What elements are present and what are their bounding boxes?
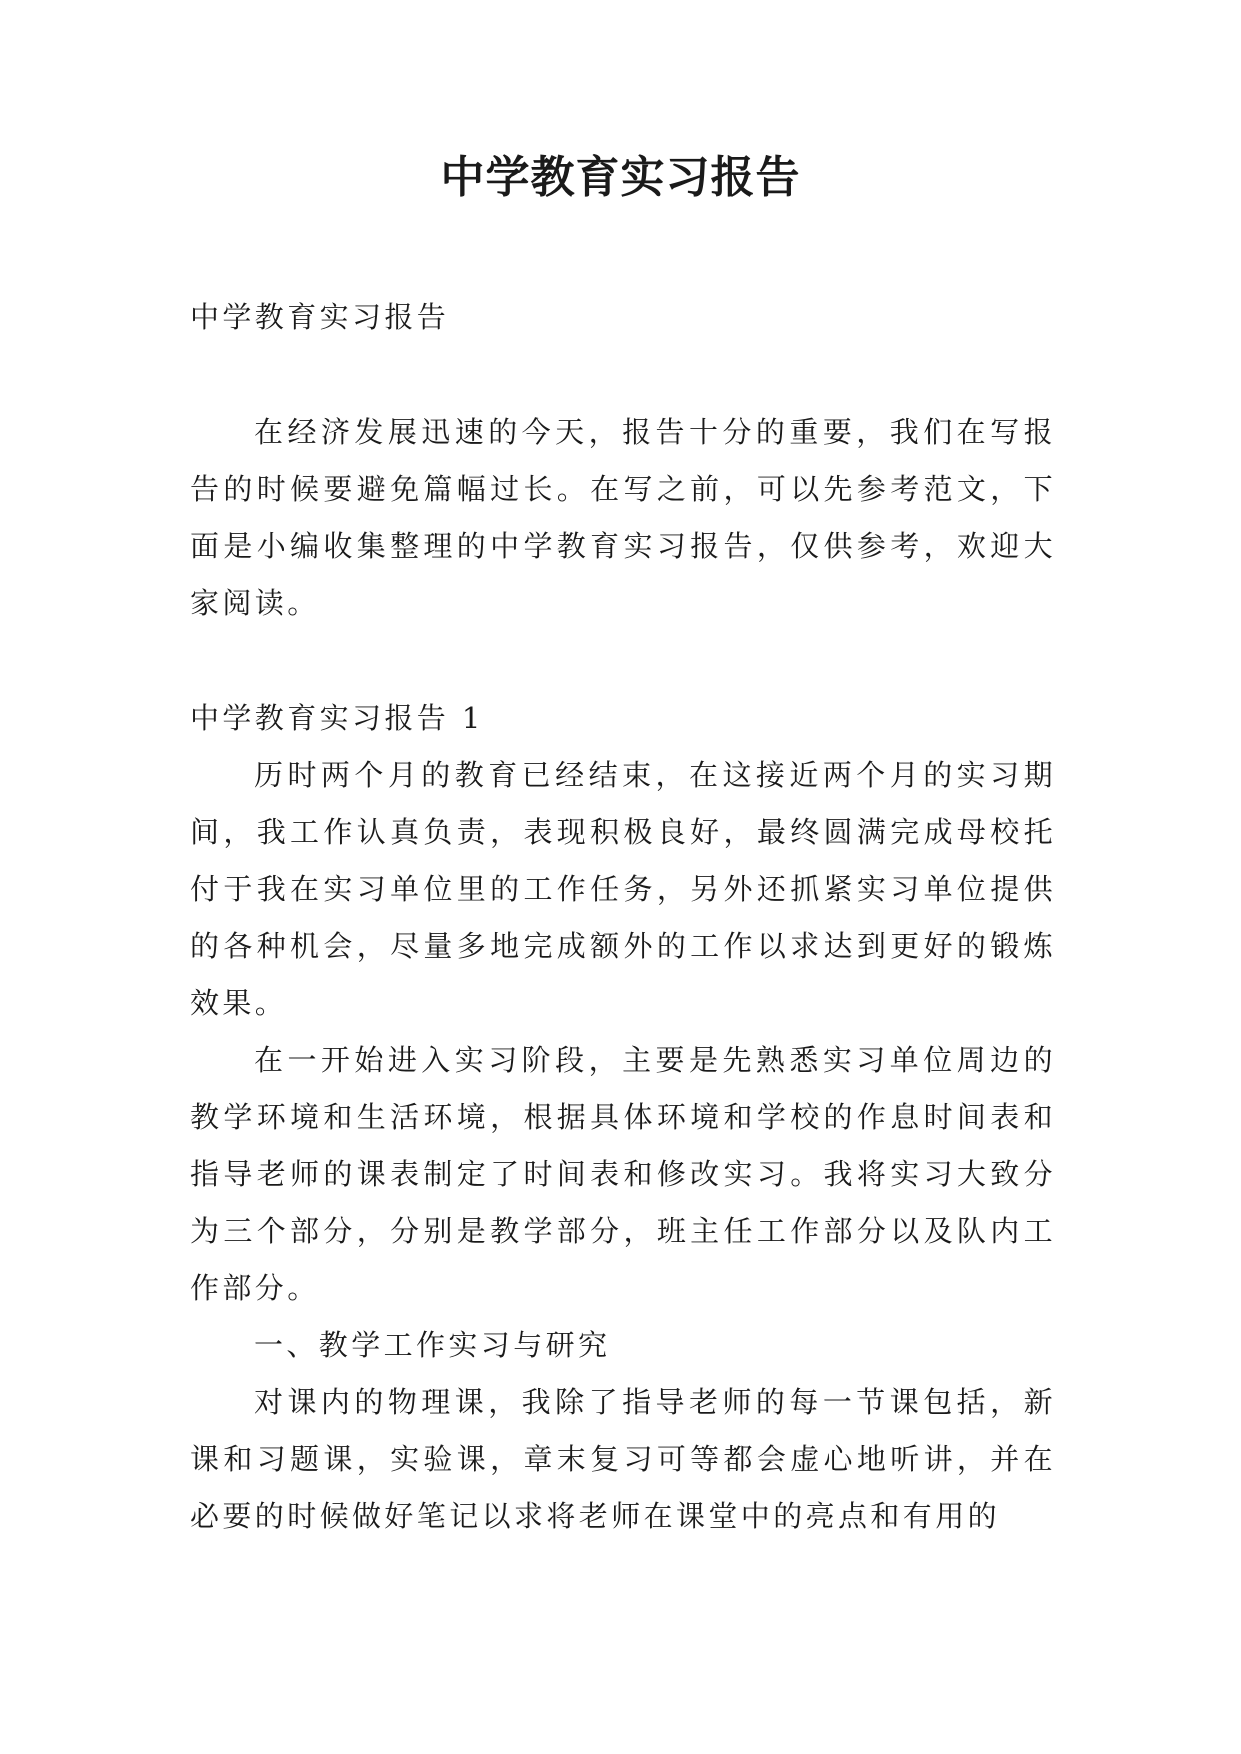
document-title: 中学教育实习报告 [440, 152, 801, 203]
spacer [190, 346, 1056, 404]
document-body [190, 289, 1056, 1545]
intro-paragraph: 在经济发展迅速的今天，报告十分的重要，我们在写报告的时候要避免篇幅过长。在写之前，可以先参考范文，下面是小编收集整理的中学教育实习报告，仅供参考，欢迎大家阅读。 [190, 415, 1056, 620]
body-paragraph: 对课内的物理课，我除了指导老师的每一节课包括，新课和习题课，实验课，章末复习可等都会虚心地听讲，并在必要的时候做好笔记以求将老师在课堂中的亮点和有用的 [190, 1385, 1056, 1533]
spacer [190, 632, 1056, 690]
subsection-heading: 一、教学工作实习与研究 [254, 1328, 611, 1362]
section-heading: 中学教育实习报告 1 [190, 701, 484, 735]
body-paragraph: 在一开始进入实习阶段，主要是先熟悉实习单位周边的教学环境和生活环境，根据具体环境和学校的作息时间表和指导老师的课表制定了时间表和修改实习。我将实习大致分为三个部分，分别是教学部分，班主任工作部分以及队内工作部分。 [190, 1043, 1056, 1305]
body-paragraph: 历时两个月的教育已经结束，在这接近两个月的实习期间，我工作认真负责，表现积极良好，最终圆满完成母校托付于我在实习单位里的工作任务，另外还抓紧实习单位提供的各种机会，尽量多地完成额外的工作以求达到更好的锻炼效果。 [190, 758, 1056, 1020]
document-subtitle: 中学教育实习报告 [190, 300, 450, 334]
